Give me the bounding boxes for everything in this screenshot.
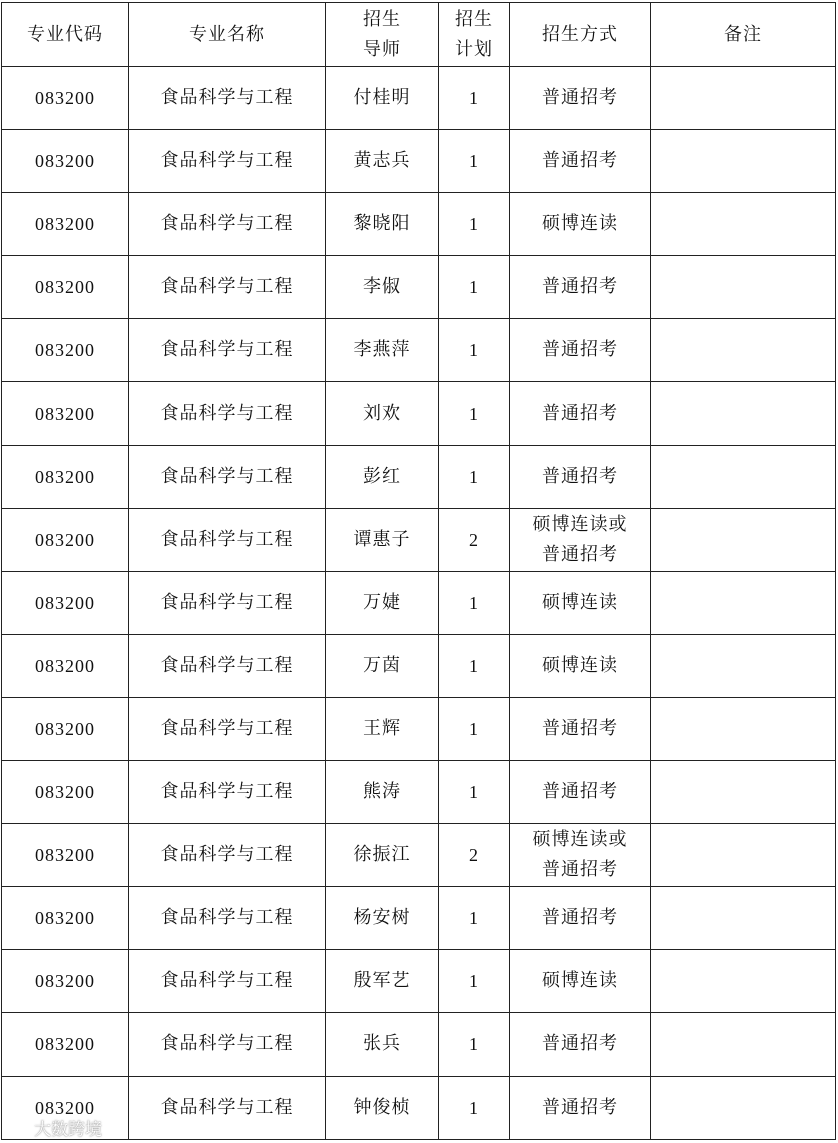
cell-method-line: 普通招考 (542, 543, 618, 565)
brand-logo-icon (2, 1117, 32, 1139)
cell-quota: 1 (439, 950, 510, 1013)
cell-method-line: 普通招考 (542, 150, 618, 172)
cell-remarks (651, 1013, 836, 1076)
table-row (2, 634, 836, 697)
cell-quota: 1 (439, 697, 510, 760)
cell-method-line: 硕博连读 (542, 654, 618, 676)
cell-method-line: 普通招考 (542, 1096, 618, 1118)
cell-remarks (651, 130, 836, 193)
cell-remarks (651, 571, 836, 634)
cell-quota: 1 (439, 319, 510, 382)
cell-quota: 1 (439, 1013, 510, 1076)
cell-advisor: 谭惠子 (326, 508, 439, 571)
cell-advisor: 杨安树 (326, 887, 439, 950)
table-header-row (2, 3, 836, 67)
cell-method-line: 普通招考 (542, 465, 618, 487)
admissions-table (1, 2, 836, 1140)
header-advisor-line-1: 招生 (363, 8, 401, 30)
header-code: 专业代码 (2, 3, 129, 67)
cell-major: 食品科学与工程 (129, 256, 326, 319)
cell-major: 食品科学与工程 (129, 887, 326, 950)
table-row (2, 256, 836, 319)
cell-quota: 1 (439, 634, 510, 697)
cell-advisor: 黄志兵 (326, 130, 439, 193)
cell-major: 食品科学与工程 (129, 193, 326, 256)
cell-code: 083200 (2, 887, 129, 950)
cell-remarks (651, 887, 836, 950)
header-remarks: 备注 (651, 3, 836, 67)
cell-code: 083200 (2, 319, 129, 382)
cell-method (510, 697, 651, 760)
header-major: 专业名称 (129, 3, 326, 67)
cell-remarks (651, 950, 836, 1013)
cell-remarks (651, 824, 836, 887)
cell-advisor: 王辉 (326, 697, 439, 760)
cell-major: 食品科学与工程 (129, 950, 326, 1013)
cell-code: 083200 (2, 761, 129, 824)
cell-code: 083200 (2, 67, 129, 130)
cell-method (510, 1013, 651, 1076)
cell-advisor: 付桂明 (326, 67, 439, 130)
cell-major: 食品科学与工程 (129, 67, 326, 130)
cell-method-line: 普通招考 (542, 859, 618, 881)
cell-method-line: 普通招考 (542, 87, 618, 109)
cell-code: 083200 (2, 1076, 129, 1139)
cell-quota: 1 (439, 571, 510, 634)
cell-code: 083200 (2, 824, 129, 887)
cell-quota: 1 (439, 193, 510, 256)
cell-method-line: 硕博连读 (542, 970, 618, 992)
cell-method-line: 硕博连读 (542, 213, 618, 235)
cell-method (510, 950, 651, 1013)
cell-remarks (651, 508, 836, 571)
cell-code: 083200 (2, 445, 129, 508)
watermark-text: 大数跨境 (34, 1120, 102, 1140)
cell-remarks (651, 697, 836, 760)
cell-remarks (651, 193, 836, 256)
table-row (2, 130, 836, 193)
cell-code: 083200 (2, 382, 129, 445)
table-row (2, 193, 836, 256)
cell-quota: 1 (439, 130, 510, 193)
cell-major: 食品科学与工程 (129, 697, 326, 760)
cell-advisor: 彭红 (326, 445, 439, 508)
cell-code: 083200 (2, 193, 129, 256)
table-row (2, 571, 836, 634)
table-row (2, 1013, 836, 1076)
cell-major: 食品科学与工程 (129, 571, 326, 634)
cell-remarks (651, 1076, 836, 1139)
cell-quota: 1 (439, 256, 510, 319)
cell-remarks (651, 319, 836, 382)
header-advisor-line-2: 导师 (363, 38, 401, 60)
cell-quota: 1 (439, 761, 510, 824)
cell-code: 083200 (2, 256, 129, 319)
cell-major: 食品科学与工程 (129, 130, 326, 193)
cell-remarks (651, 256, 836, 319)
cell-advisor: 钟俊桢 (326, 1076, 439, 1139)
cell-advisor: 徐振江 (326, 824, 439, 887)
cell-method (510, 761, 651, 824)
cell-method (510, 382, 651, 445)
cell-quota: 1 (439, 887, 510, 950)
table-row (2, 508, 836, 571)
cell-major: 食品科学与工程 (129, 508, 326, 571)
cell-major: 食品科学与工程 (129, 319, 326, 382)
cell-quota: 1 (439, 1076, 510, 1139)
table-row (2, 1076, 836, 1139)
table-row (2, 950, 836, 1013)
cell-method-line: 普通招考 (542, 402, 618, 424)
cell-code: 083200 (2, 571, 129, 634)
cell-major: 食品科学与工程 (129, 1013, 326, 1076)
cell-remarks (651, 382, 836, 445)
cell-quota: 1 (439, 67, 510, 130)
cell-method (510, 130, 651, 193)
cell-remarks (651, 634, 836, 697)
cell-method-line: 硕博连读 (542, 591, 618, 613)
cell-advisor: 殷军艺 (326, 950, 439, 1013)
cell-major: 食品科学与工程 (129, 382, 326, 445)
cell-remarks (651, 67, 836, 130)
cell-method (510, 319, 651, 382)
cell-advisor: 万婕 (326, 571, 439, 634)
cell-method-line: 硕博连读或 (532, 829, 628, 851)
cell-code: 083200 (2, 508, 129, 571)
cell-quota: 1 (439, 445, 510, 508)
header-quota (439, 3, 510, 67)
cell-method-line: 普通招考 (542, 339, 618, 361)
cell-remarks (651, 445, 836, 508)
cell-method (510, 67, 651, 130)
table-row (2, 445, 836, 508)
cell-advisor: 李燕萍 (326, 319, 439, 382)
table-row (2, 824, 836, 887)
watermark (2, 1115, 102, 1140)
cell-advisor: 万茵 (326, 634, 439, 697)
cell-code: 083200 (2, 634, 129, 697)
cell-advisor: 李俶 (326, 256, 439, 319)
cell-method-line: 普通招考 (542, 781, 618, 803)
cell-method (510, 571, 651, 634)
cell-method-line: 普通招考 (542, 907, 618, 929)
table-row (2, 319, 836, 382)
cell-quota: 2 (439, 508, 510, 571)
cell-method (510, 887, 651, 950)
cell-code: 083200 (2, 697, 129, 760)
header-quota-line-2: 计划 (455, 38, 493, 60)
cell-method (510, 824, 651, 887)
header-advisor (326, 3, 439, 67)
cell-major: 食品科学与工程 (129, 824, 326, 887)
cell-method (510, 193, 651, 256)
cell-code: 083200 (2, 130, 129, 193)
cell-advisor: 张兵 (326, 1013, 439, 1076)
cell-method (510, 256, 651, 319)
cell-major: 食品科学与工程 (129, 445, 326, 508)
cell-major: 食品科学与工程 (129, 1076, 326, 1139)
cell-method (510, 1076, 651, 1139)
table-body (2, 67, 836, 1140)
cell-quota: 1 (439, 382, 510, 445)
cell-advisor: 熊涛 (326, 761, 439, 824)
header-method: 招生方式 (510, 3, 651, 67)
table-row (2, 382, 836, 445)
table-row (2, 67, 836, 130)
cell-advisor: 黎晓阳 (326, 193, 439, 256)
cell-code: 083200 (2, 950, 129, 1013)
cell-method (510, 634, 651, 697)
cell-method (510, 445, 651, 508)
cell-remarks (651, 761, 836, 824)
cell-method-line: 硕博连读或 (532, 513, 628, 535)
cell-major: 食品科学与工程 (129, 761, 326, 824)
cell-quota: 2 (439, 824, 510, 887)
cell-code: 083200 (2, 1013, 129, 1076)
cell-method-line: 普通招考 (542, 276, 618, 298)
cell-major: 食品科学与工程 (129, 634, 326, 697)
table-row (2, 697, 836, 760)
header-quota-line-1: 招生 (455, 8, 493, 30)
table-row (2, 761, 836, 824)
cell-method-line: 普通招考 (542, 1033, 618, 1055)
cell-method-line: 普通招考 (542, 717, 618, 739)
cell-advisor: 刘欢 (326, 382, 439, 445)
table-row (2, 887, 836, 950)
cell-method (510, 508, 651, 571)
